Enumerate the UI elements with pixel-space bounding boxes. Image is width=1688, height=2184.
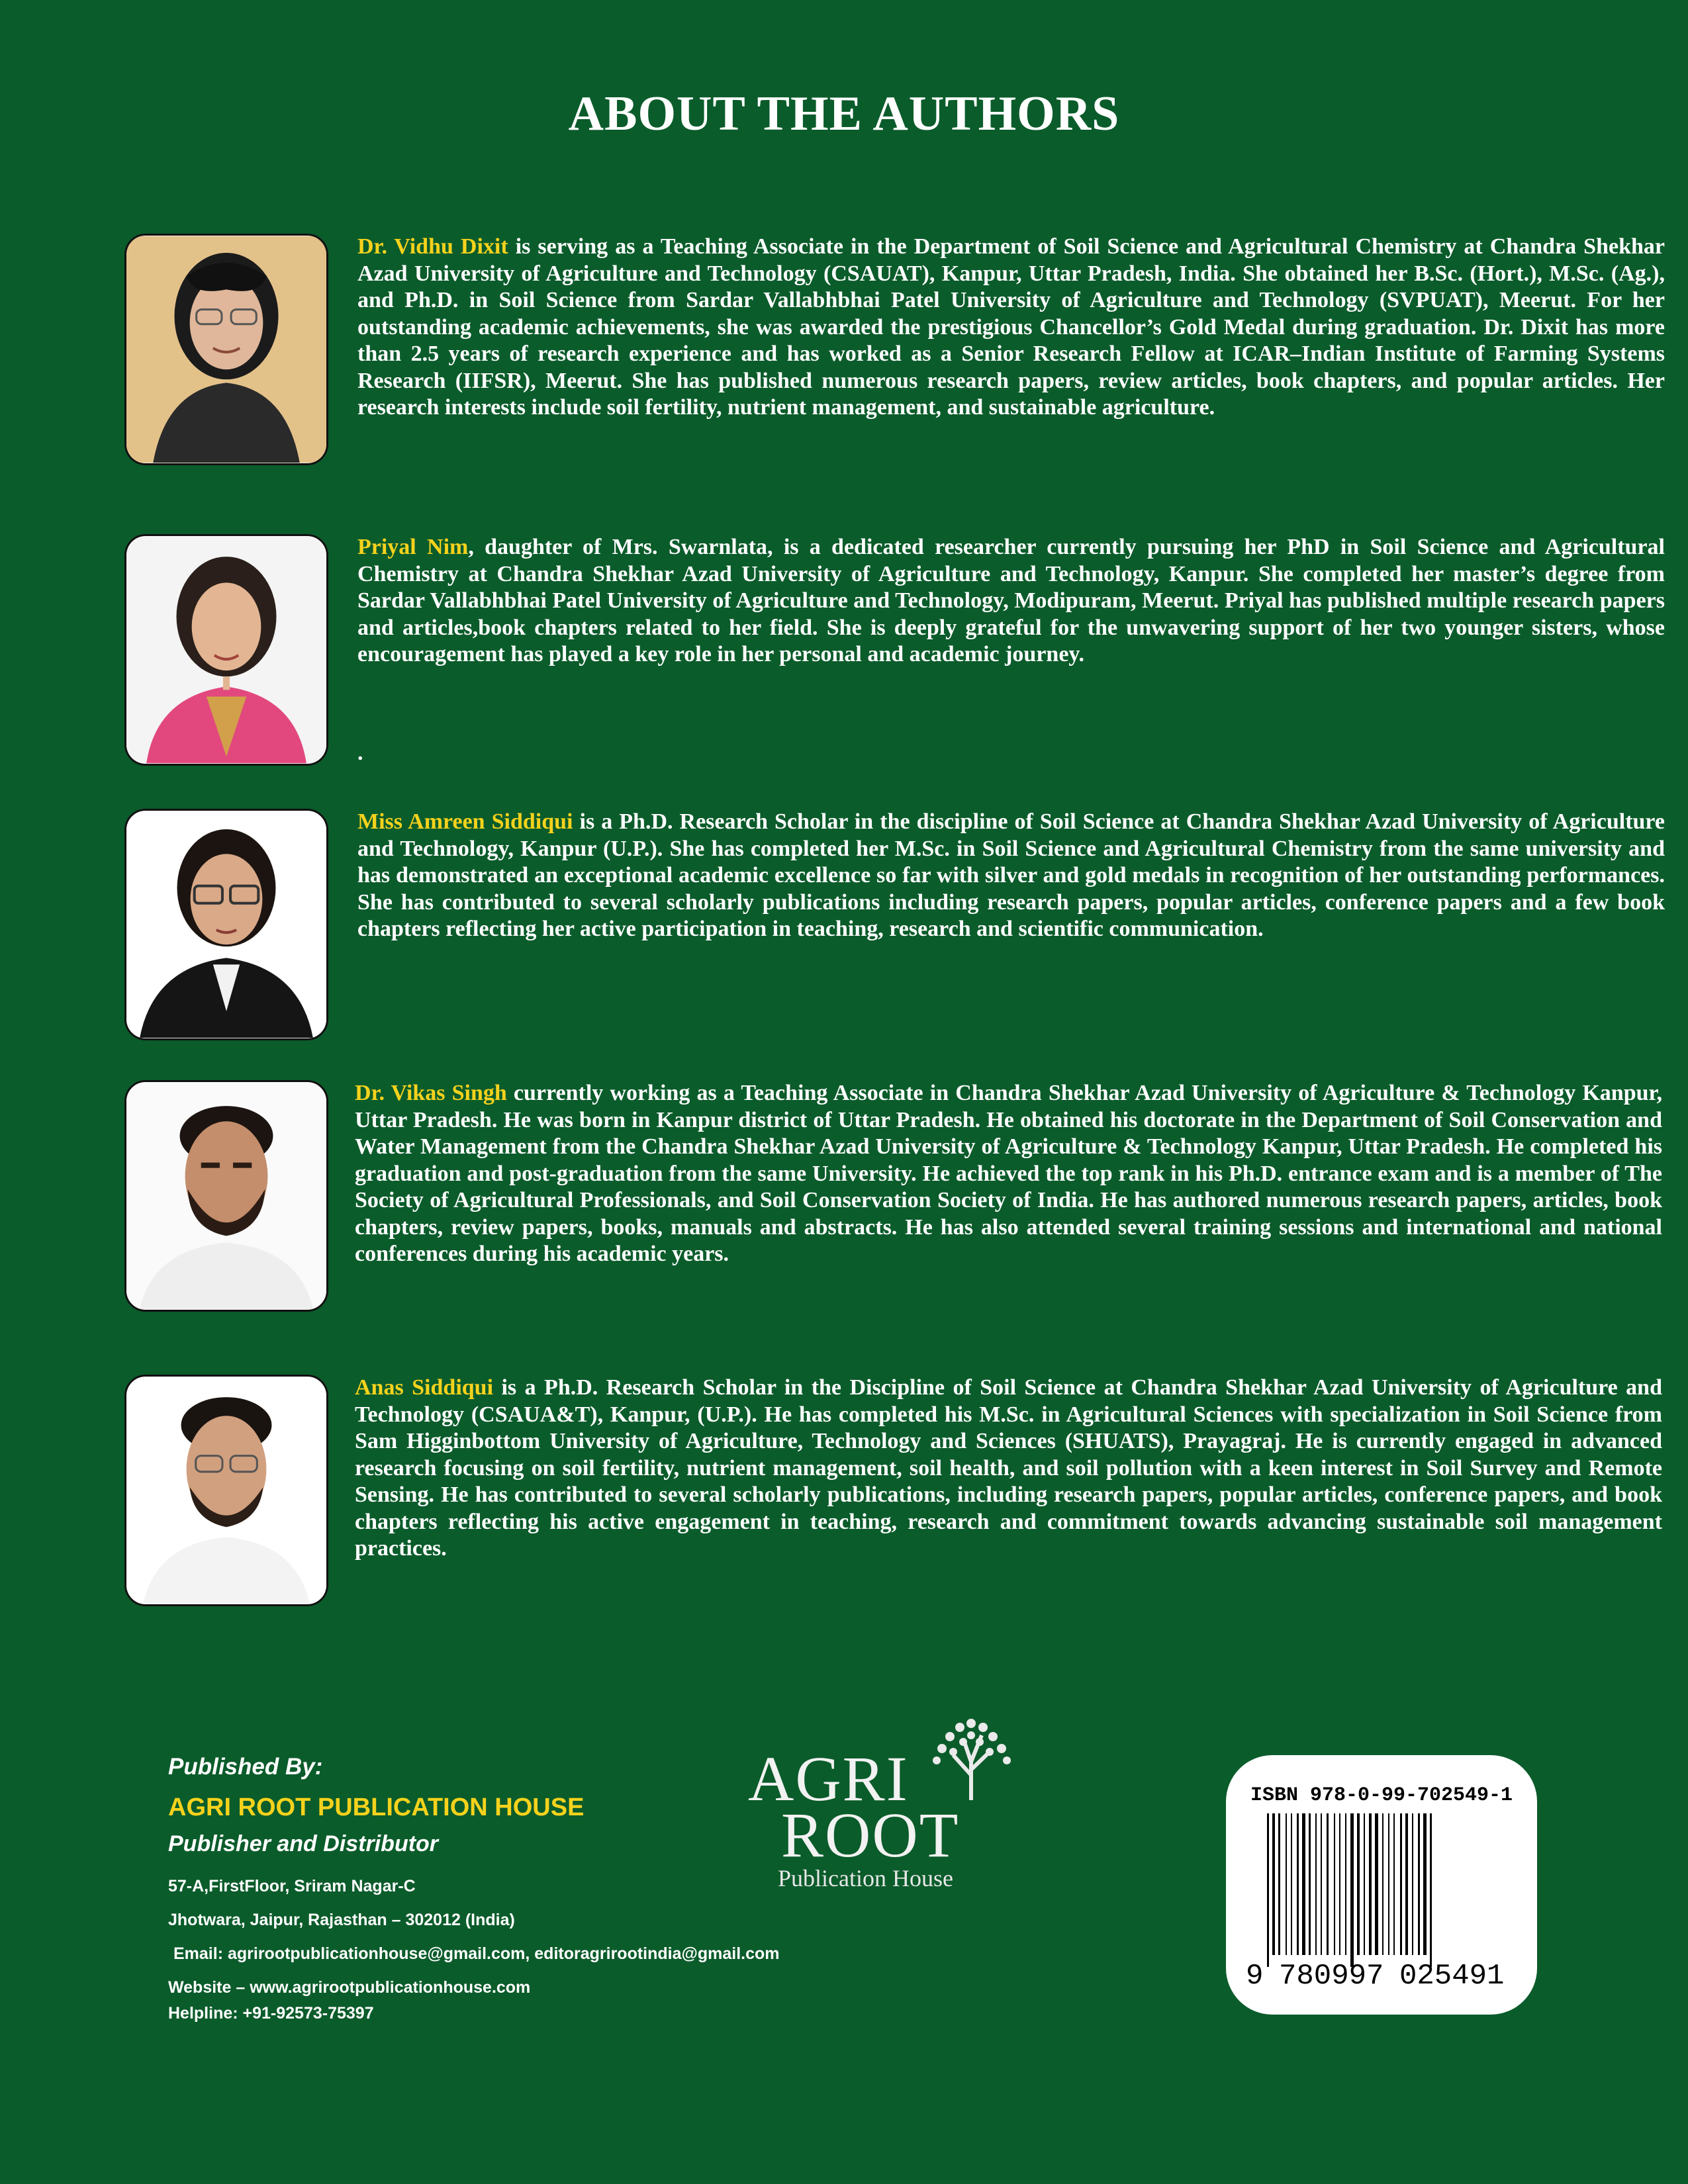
barcode-bar xyxy=(1405,1813,1408,1955)
author-bio xyxy=(357,534,1665,668)
author-photo-anas-siddiqui xyxy=(124,1375,328,1606)
barcode-bar xyxy=(1430,1813,1432,1967)
barcode-bar xyxy=(1412,1813,1413,1955)
publisher-email: Email: agrirootpublicationhouse@gmail.com, editoragrirootindia@gmail.com xyxy=(173,1944,780,1963)
author-photo-priyal-nim xyxy=(124,534,328,766)
barcode-bar xyxy=(1393,1813,1395,1955)
barcode-bar xyxy=(1321,1813,1322,1955)
isbn-digits-group2: 025491 xyxy=(1399,1960,1505,1993)
author-bio-text: is a Ph.D. Research Scholar in the discipline of Soil Science at Chandra Shekhar Azad University of Agriculture and Technology, Kanpur (U.P.). She has completed her M.Sc. in Soil Science and Agricultural Chemistry from the same university and has demonstrated an exceptional academic excellence so far with silver and gold medals in recognition of her outstanding performances. She has contributed to several scholarly publications including research papers, popular articles, conference papers and a few book chapters reflecting her active participation in teaching, research and scientific communication. xyxy=(357,809,1665,941)
barcode-bar xyxy=(1400,1813,1402,1955)
logo-line1: AGRI xyxy=(748,1743,909,1814)
barcode-bar xyxy=(1315,1813,1317,1955)
author-photo-amreen-siddiqui xyxy=(124,809,328,1040)
publisher-website: Website – www.agrirootpublicationhouse.com xyxy=(168,1978,531,1997)
barcode-bar xyxy=(1423,1813,1427,1955)
barcode-bar xyxy=(1375,1813,1378,1955)
portrait-icon xyxy=(126,811,326,1038)
portrait-icon xyxy=(126,236,326,463)
barcode-bar xyxy=(1339,1813,1340,1955)
barcode-icon xyxy=(1226,1755,1537,2015)
page-title: ABOUT THE AUTHORS xyxy=(568,87,1120,141)
publisher-role: Publisher and Distributor xyxy=(168,1831,439,1856)
published-by-label: Published By: xyxy=(168,1754,323,1780)
author-photo-vidhu-dixit xyxy=(124,234,328,465)
author-bio xyxy=(357,809,1665,943)
barcode-bar xyxy=(1350,1813,1354,1967)
agri-root-logo xyxy=(748,1709,1033,1894)
author-name: Anas Siddiqui xyxy=(355,1375,494,1400)
barcode-bar xyxy=(1369,1813,1372,1955)
publisher-address-line1: 57-A,FirstFloor, Sriram Nagar-C xyxy=(168,1877,416,1895)
publisher-address-line2: Jhotwara, Jaipur, Rajasthan – 302012 (India) xyxy=(168,1911,515,1929)
barcode-bar xyxy=(1272,1813,1275,1955)
barcode-bar xyxy=(1297,1813,1299,1955)
tree-icon xyxy=(923,1715,1019,1801)
barcode-bar xyxy=(1278,1813,1280,1955)
barcode-bar xyxy=(1302,1813,1305,1955)
isbn-digits-group1: 780997 xyxy=(1279,1960,1384,1993)
isbn-top-text: ISBN 978-0-99-702549-1 xyxy=(1250,1784,1513,1807)
barcode-bar xyxy=(1345,1813,1346,1955)
isbn-digit-first: 9 xyxy=(1246,1960,1264,1993)
publisher-helpline: Helpline: +91-92573-75397 xyxy=(168,2004,374,2023)
author-bio-text: is a Ph.D. Research Scholar in the Discipline of Soil Science at Chandra Shekhar Azad University of Agriculture and Technology (CSAUA&T), Kanpur, (U.P.). He has completed his M.Sc. in Agricultural Sciences with specialization in Soil Science from Sam Higginbottom University of Agriculture, Technology and Sciences (SHUATS), Prayagraj. He is currently engaged in advanced research focusing on soil fertility, nutrient management, soil health, and soil pollution with a keen interest in Soil Survey and Remote Sensing. He has contributed to several scholarly publications, including research papers, popular articles, conference papers, and book chapters reflecting his active engagement in teaching, research and commitment towards advancing sustainable soil management practices. xyxy=(355,1375,1662,1561)
logo-line3: Publication House xyxy=(778,1865,953,1891)
author-bio xyxy=(357,234,1665,422)
author-bio xyxy=(355,1080,1662,1268)
publisher-name: AGRI ROOT PUBLICATION HOUSE xyxy=(168,1794,585,1821)
author-name: Dr. Vikas Singh xyxy=(355,1081,507,1105)
barcode-bar xyxy=(1286,1813,1287,1955)
logo-line2: ROOT xyxy=(781,1799,960,1870)
barcode-bar xyxy=(1388,1813,1389,1955)
author-name: Priyal Nim xyxy=(357,535,469,559)
author-name: Dr. Vidhu Dixit xyxy=(357,234,508,259)
portrait-icon xyxy=(126,1377,326,1604)
author-bio-text: is serving as a Teaching Associate in the Department of Soil Science and Agricultural Chemistry at Chandra Shekhar Azad University of Agriculture and Technology (CSAUAT), Kanpur, Uttar Pradesh, India. She obtained her B.Sc. (Hort.), M.Sc. (Ag.), and Ph.D. in Soil Science from Sardar Vallabhbhai Patel University of Agriculture and Technology (SVPUAT), Meerut. For her outstanding academic achievements, she was awarded the prestigious Chancellor’s Gold Medal during graduation. Dr. Dixit has more than 2.5 years of research experience and has worked as a Senior Research Fellow at ICAR–Indian Institute of Farming Systems Research (IIFSR), Meerut. She has published numerous research papers, review articles, book chapters, and popular articles. Her research interests include soil fertility, nutrient management, and sustainable agriculture. xyxy=(357,234,1665,420)
barcode-bar xyxy=(1267,1813,1269,1967)
author-bio-text: , daughter of Mrs. Swarnlata, is a dedicated researcher currently pursuing her PhD in Soil Science and Agricultural Chemistry at Chandra Shekhar Azad University of Agriculture and Technology, Kanpur. She completed her master’s degree from Sardar Vallabhbhai Patel University of Agriculture and Technology, Modipuram, Meerut. Priyal has published multiple research papers and articles,book chapters related to her field. She is deeply grateful for the unwavering support of her two younger sisters, whose encouragement has played a key role in her personal and academic journey. xyxy=(357,535,1665,666)
trailing-dot: . xyxy=(357,741,363,765)
barcode-bar xyxy=(1382,1813,1383,1955)
author-bio xyxy=(355,1375,1662,1563)
author-photo-vikas-singh xyxy=(124,1080,328,1312)
barcode-bar xyxy=(1291,1813,1292,1955)
barcode-bar xyxy=(1327,1813,1329,1955)
barcode-bar xyxy=(1418,1813,1420,1955)
barcode-bar xyxy=(1357,1813,1360,1955)
portrait-icon xyxy=(126,1082,326,1310)
author-bio-text: currently working as a Teaching Associate in Chandra Shekhar Azad University of Agriculture & Technology Kanpur, Uttar Pradesh. He was born in Kanpur district of Uttar Pradesh. He obtained his doctorate in the Department of Soil Conservation and Water Management from the Chandra Shekhar Azad University of Agriculture & Technology Kanpur, Uttar Pradesh. He completed his graduation and post-graduation from the same University. He achieved the top rank in his Ph.D. entrance exam and is a member of The Society of Agricultural Professionals, and Soil Conservation Society of India. He has authored numerous research papers, articles, book chapters, review papers, books, manuals and abstracts. He has also attended several training sessions and international and national conferences during his academic years. xyxy=(355,1081,1663,1266)
barcode-bar xyxy=(1364,1813,1365,1955)
barcode-bar xyxy=(1309,1813,1311,1955)
author-name: Miss Amreen Siddiqui xyxy=(357,809,573,834)
isbn-barcode xyxy=(1226,1755,1537,2015)
barcode-bar xyxy=(1334,1813,1335,1955)
portrait-icon xyxy=(126,536,326,764)
publisher-info xyxy=(168,1754,780,2023)
